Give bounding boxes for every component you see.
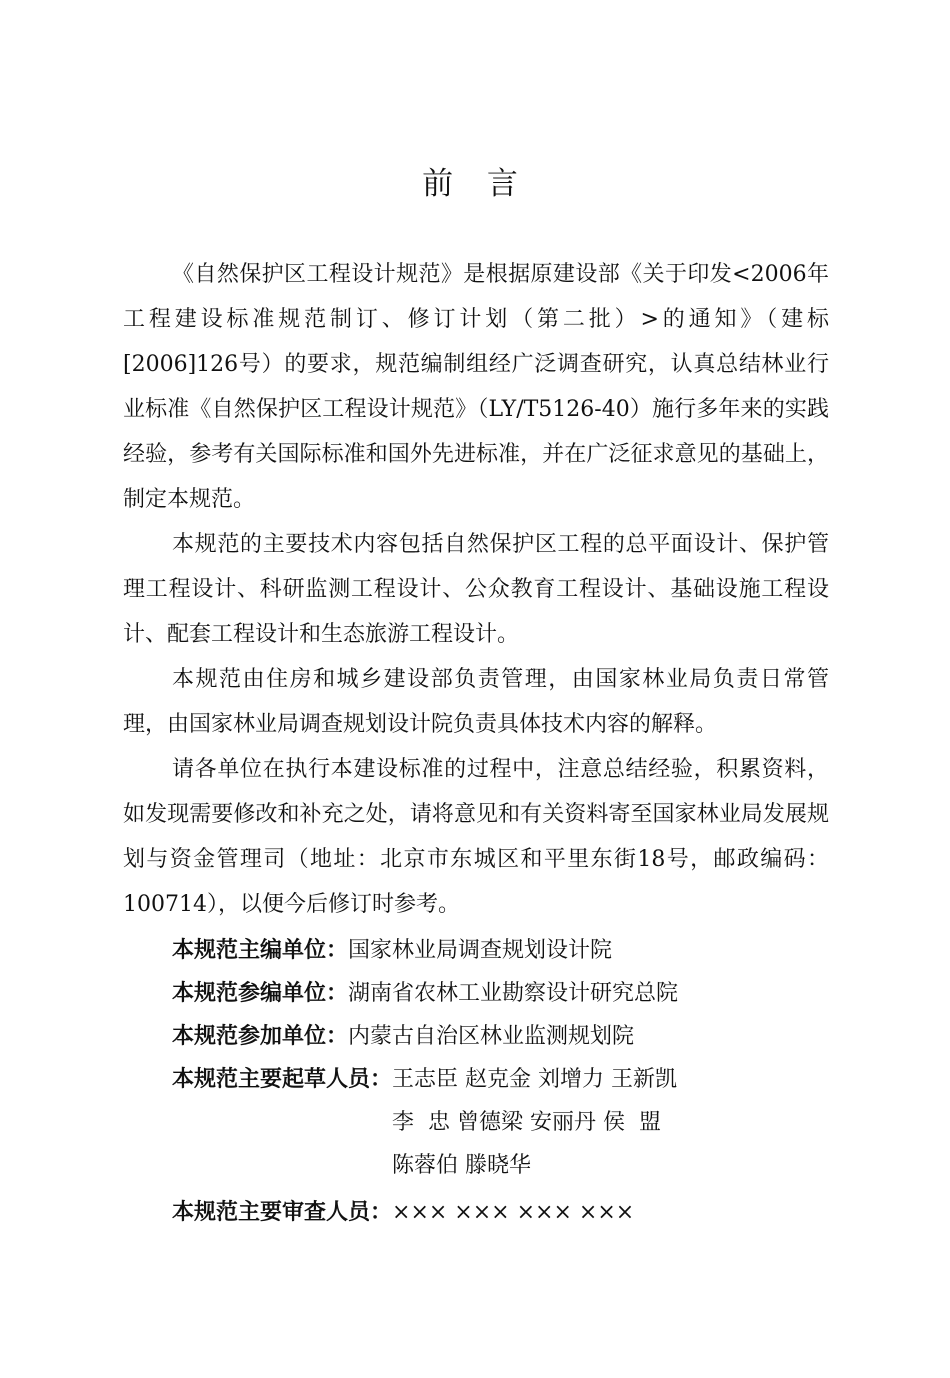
drafters-label: 本规范主要起草人员： xyxy=(172,1066,393,1092)
drafters-line: 陈蓉伯 滕晓华 xyxy=(392,1153,532,1178)
credits-block xyxy=(123,929,829,1234)
reviewers-value: ××× ××× ××× ××× xyxy=(392,1200,635,1225)
participating-unit-label: 本规范参加单位： xyxy=(172,1023,349,1049)
paragraph-management: 本规范由住房和城乡建设部负责管理，由国家林业局负责日常管理，由国家林业局调查规划设计院负责具体技术内容的解释。 xyxy=(123,667,829,737)
chief-unit-label: 本规范主编单位： xyxy=(172,937,349,963)
drafters-line: 王志臣 赵克金 刘增力 王新凯 xyxy=(392,1067,677,1092)
paragraph-contents: 本规范的主要技术内容包括自然保护区工程的总平面设计、保护管理工程设计、科研监测工程设计、公众教育工程设计、基础设施工程设计、配套工程设计和生态旅游工程设计。 xyxy=(123,532,829,647)
participating-unit-value: 内蒙古自治区林业监测规划院 xyxy=(348,1024,635,1049)
paragraph-feedback: 请各单位在执行本建设标准的过程中，注意总结经验，积累资料，如发现需要修改和补充之处，请将意见和有关资料寄至国家林业局发展规划与资金管理司（地址：北京市东城区和平里东街18号，邮政编码：100714），以便今后修订时参考。 xyxy=(123,757,829,917)
reviewers-row xyxy=(123,1191,829,1234)
co-unit-label: 本规范参编单位： xyxy=(172,980,349,1006)
reviewers-label: 本规范主要审查人员： xyxy=(172,1199,393,1225)
document-page xyxy=(123,160,829,1234)
co-unit-row xyxy=(123,972,829,1015)
drafters-list xyxy=(392,1058,677,1187)
paragraph-basis: 《自然保护区工程设计规范》是根据原建设部《关于印发<2006年工程建设标准规范制订、修订计划（第二批）>的通知》（建标[2006]126号）的要求，规范编制组经广泛调查研究，认真总结林业行业标准《自然保护区工程设计规范》（LY/T5126-40）施行多年来的实践经验，参考有关国际标准和国外先进标准，并在广泛征求意见的基础上，制定本规范。 xyxy=(123,262,829,512)
page-title: 前 言 xyxy=(422,166,530,202)
drafters-row xyxy=(123,1058,829,1187)
chief-unit-value: 国家林业局调查规划设计院 xyxy=(348,938,613,963)
co-unit-value: 湖南省农林工业勘察设计研究总院 xyxy=(348,981,679,1006)
participating-unit-row xyxy=(123,1015,829,1058)
chief-unit-row xyxy=(123,929,829,972)
drafters-line: 李 忠 曾德梁 安丽丹 侯 盟 xyxy=(392,1110,661,1135)
